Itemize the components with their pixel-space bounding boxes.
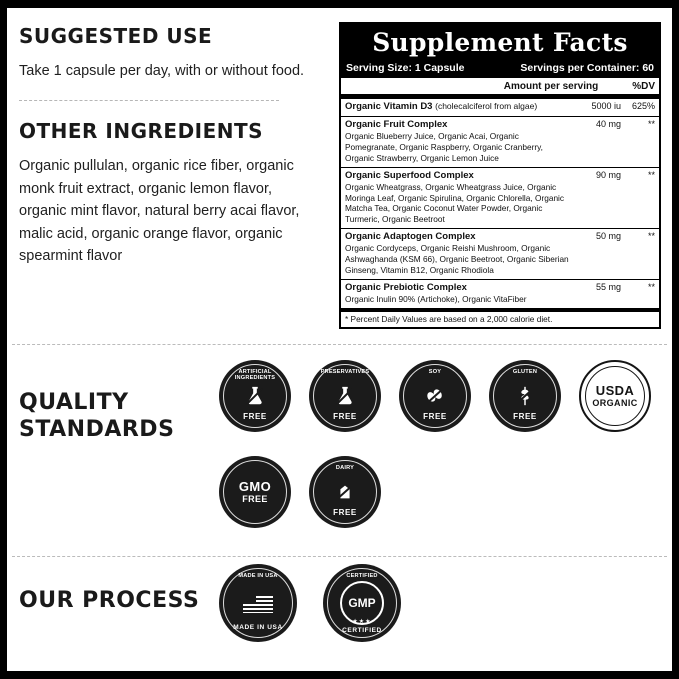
badge-bottom-label: FREE — [333, 508, 357, 517]
badge-artificial-ingredients-free — [219, 360, 291, 432]
section-our-process — [7, 552, 672, 672]
nutrient-amount: 40 mg — [595, 119, 621, 129]
divider-suggested-use — [19, 100, 279, 101]
soy-bean-icon — [423, 385, 447, 407]
other-ingredients-title: OTHER INGREDIENTS — [19, 119, 264, 144]
badge-dairy-free — [309, 456, 381, 528]
nutrient-name: Organic Vitamin D3 (cholecalciferol from algae) — [345, 101, 538, 112]
nutrient-name: Organic Superfood Complex — [345, 169, 474, 181]
badge-soy-free — [399, 360, 471, 432]
gmp-stars: ★★★ — [352, 619, 372, 625]
nutrient-dv: ** — [647, 169, 655, 180]
badge-gmp-certified — [323, 564, 401, 642]
badge-bottom-label: FREE — [513, 412, 537, 421]
nutrient-dv: ** — [647, 231, 655, 242]
section-quality-standards — [7, 338, 672, 550]
nutrient-amount: 55 mg — [595, 282, 621, 292]
table-row — [341, 229, 659, 280]
badge-bottom-label: FREE — [423, 412, 447, 421]
nutrient-name: Organic Prebiotic Complex — [345, 282, 467, 293]
badge-bottom-label: MADE IN USA — [233, 624, 283, 631]
nutrient-amount: 90 mg — [595, 169, 621, 180]
badge-top-label: GLUTEN — [512, 369, 538, 375]
quality-badges-row-2 — [219, 456, 381, 528]
badge-top-label: ARTIFICIAL INGREDIENTS — [234, 369, 276, 382]
free-label: FREE — [242, 493, 268, 504]
nutrient-sub-ingredients: Organic Blueberry Juice, Organic Acai, Organic Pomegranate, Organic Raspberry, Organic Cranberry, Organic Strawberry, Organic Lemon Juice — [345, 130, 543, 163]
nutrient-name: Organic Fruit Complex — [345, 119, 448, 130]
right-edge-bar — [672, 0, 679, 679]
badge-preservatives-free — [309, 360, 381, 432]
quality-badges-row-1 — [219, 360, 651, 432]
supplement-facts-serving-row — [341, 62, 659, 78]
bottom-edge-bar — [0, 671, 679, 679]
flask-beaker-icon — [244, 385, 266, 407]
badge-bottom-label: FREE — [243, 412, 267, 421]
nutrient-dv: ** — [647, 282, 655, 292]
servings-per-container-label: Servings per Container: 60 — [520, 62, 654, 74]
table-row — [341, 117, 659, 168]
nutrient-dv: ** — [647, 119, 655, 129]
nutrient-sub-ingredients: Organic Cordyceps, Organic Reishi Mushroom, Organic Ashwaghanda (KSM 66), Organic Beetroot, Organic Siberian Ginseng, Vitamin B12, Organic Rhodiola — [345, 243, 569, 276]
nutrient-amount: 50 mg — [595, 231, 621, 242]
left-text-column — [19, 24, 319, 268]
our-process-title: OUR PROCESS — [19, 588, 200, 613]
nutrient-name: Organic Adaptogen Complex — [345, 231, 476, 243]
table-row — [341, 99, 659, 117]
section-suggested-use — [7, 8, 672, 333]
supplement-facts-column-headers — [341, 78, 659, 99]
process-badges-row — [219, 564, 401, 642]
nutrient-sub-ingredients: Organic Inulin 90% (Artichoke), Organic VitaFiber — [345, 293, 527, 304]
badge-gmo-free — [219, 456, 291, 528]
badge-top-label: MADE IN USA — [238, 573, 278, 579]
milk-carton-icon — [334, 480, 356, 504]
badge-bottom-label: FREE — [333, 412, 357, 421]
top-edge-bar — [0, 0, 679, 8]
usa-flag-icon — [243, 594, 273, 613]
badge-bottom-label: CERTIFIED — [342, 627, 382, 634]
usda-label: USDA — [595, 383, 635, 399]
badge-usda-organic — [579, 360, 651, 432]
wheat-icon — [514, 384, 536, 408]
left-edge-bar — [0, 0, 7, 679]
nutrient-name-detail: (cholecalciferol from algae) — [435, 101, 538, 111]
badge-top-label: DAIRY — [335, 465, 355, 471]
table-row — [341, 168, 659, 230]
gmp-icon: GMP — [340, 581, 384, 625]
suggested-use-title: SUGGESTED USE — [19, 24, 213, 48]
supplement-facts-panel — [339, 22, 661, 329]
table-row — [341, 280, 659, 309]
nutrient-dv: 625% — [631, 101, 655, 111]
badge-top-label: PRESERVATIVES — [320, 369, 370, 375]
nutrient-sub-ingredients: Organic Wheatgrass, Organic Wheatgrass Juice, Organic Moringa Leaf, Organic Spirulina, Organic Chlorella, Organic Matcha Tea, Organic Coconut Water Powder, Organic Turmeric, Organic Beetroot — [345, 181, 565, 225]
organic-label: ORGANIC — [592, 397, 638, 408]
badge-made-in-usa — [219, 564, 297, 642]
suggested-use-text: Take 1 capsule per day, with or without food. — [19, 63, 305, 79]
other-ingredients-text: Organic pullulan, organic rice fiber, organic monk fruit extract, organic lemon flavor, organic mint flavor, natural berry acai flavor, malic acid, organic orange flavor, organic spearmint flavor — [19, 158, 300, 265]
dv-header: %DV — [632, 81, 655, 92]
badge-gluten-free — [489, 360, 561, 432]
badge-top-label: CERTIFIED — [346, 573, 378, 579]
gmo-label: GMO — [238, 479, 272, 495]
badge-top-label: SOY — [428, 369, 442, 375]
amount-per-serving-header: Amount per serving — [503, 81, 599, 92]
supplement-facts-footnote: * Percent Daily Values are based on a 2,000 calorie diet. — [341, 309, 659, 327]
quality-standards-title: QUALITY STANDARDS — [19, 390, 175, 442]
supplement-facts-title: Supplement Facts — [341, 24, 659, 62]
nutrient-amount: 5000 iu — [591, 101, 621, 111]
beaker-icon — [334, 385, 356, 407]
serving-size-label: Serving Size: 1 Capsule — [346, 62, 465, 74]
